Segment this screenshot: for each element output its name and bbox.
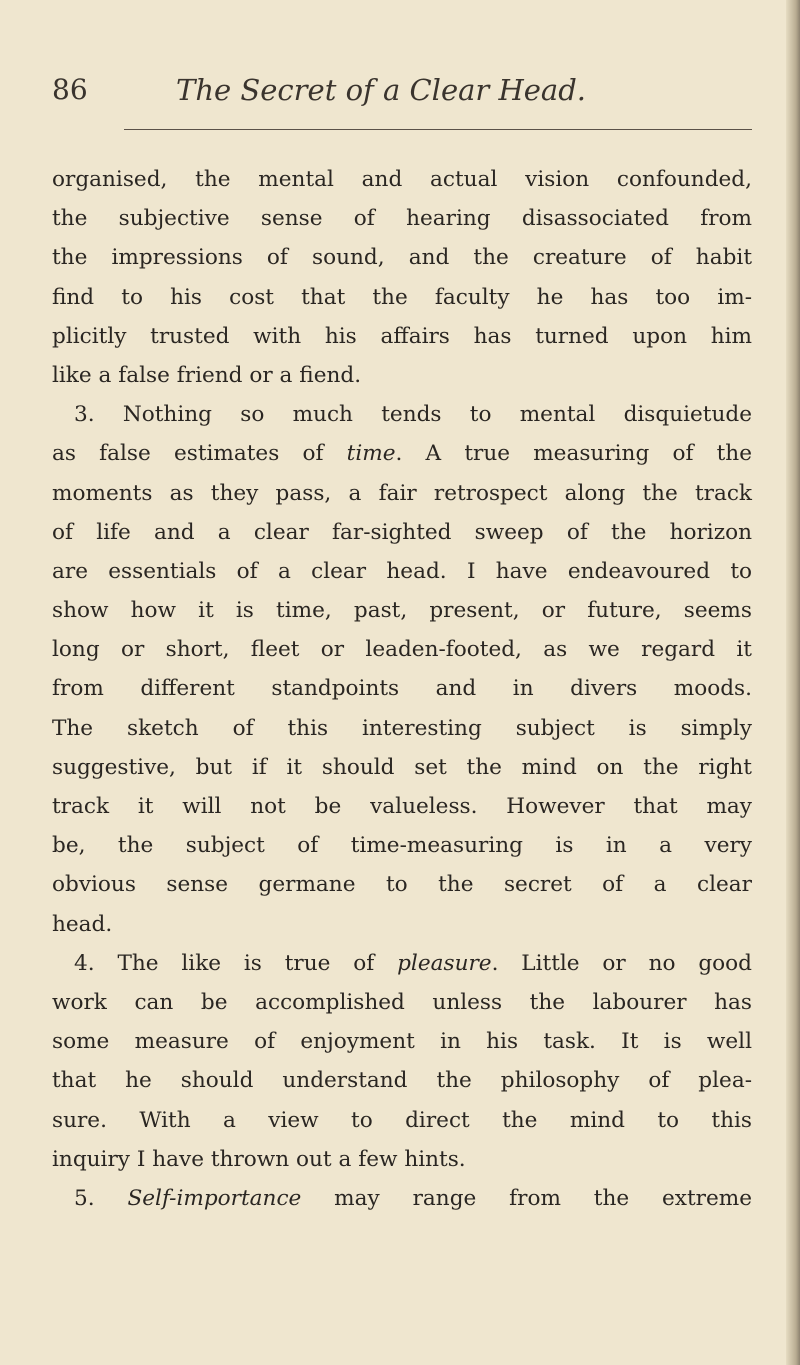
text-line: find to his cost that the faculty he has too im- bbox=[52, 284, 752, 310]
text-line: track it will not be valueless. However that may bbox=[52, 794, 752, 819]
text-line: sure. With a view to direct the mind to this bbox=[52, 1107, 752, 1133]
text-line: be, the subject of time-measuring is in a very bbox=[52, 833, 752, 859]
italic-term-time: time bbox=[346, 441, 396, 467]
text-segment: as false estimates of bbox=[52, 441, 347, 467]
text-segment: may range from the extreme bbox=[301, 1185, 752, 1211]
text-line: show how it is time, past, present, or future, seems bbox=[52, 598, 752, 624]
italic-term-pleasure: pleasure bbox=[397, 950, 492, 976]
text-line: the subjective sense of hearing disassociated from bbox=[52, 206, 752, 232]
page-edge bbox=[786, 0, 800, 1365]
text-line: inquiry I have thrown out a few hints. bbox=[52, 1146, 466, 1172]
header-rule bbox=[124, 129, 752, 130]
text-segment: 4. The like is true of bbox=[74, 950, 398, 976]
page-header bbox=[52, 70, 752, 110]
text-segment: 5. bbox=[74, 1185, 128, 1211]
text-line: that he should understand the philosophy of plea- bbox=[52, 1068, 752, 1094]
paragraph-5-start bbox=[52, 1179, 752, 1218]
text-line: obvious sense germane to the secret of a clear bbox=[52, 872, 752, 898]
text-line: head. bbox=[52, 911, 113, 937]
text-line bbox=[52, 434, 752, 473]
text-line: suggestive, but if it should set the mind on the right bbox=[52, 754, 752, 780]
text-line: are essentials of a clear head. I have endeavoured to bbox=[52, 558, 752, 584]
paragraph-4-start bbox=[52, 944, 752, 983]
text-line: the impressions of sound, and the creature of habit bbox=[52, 245, 752, 271]
text-line: some measure of enjoyment in his task. It is well bbox=[52, 1029, 752, 1055]
text-line: from different standpoints and in divers moods. bbox=[52, 676, 752, 702]
page-number: 86 bbox=[52, 73, 88, 106]
running-title: The Secret of a Clear Head. bbox=[176, 73, 587, 107]
italic-term-self-importance: Self-importance bbox=[127, 1185, 302, 1211]
text-line: plicitly trusted with his affairs has turned upon him bbox=[52, 323, 752, 349]
text-line: of life and a clear far-sighted sweep of the horizon bbox=[52, 519, 752, 545]
text-segment: . A true measuring of the bbox=[395, 441, 752, 467]
text-line: long or short, fleet or leaden-footed, as we regard it bbox=[52, 637, 752, 663]
text-line: like a false friend or a fiend. bbox=[52, 362, 362, 388]
text-line: moments as they pass, a fair retrospect along the track bbox=[52, 480, 752, 506]
text-segment: . Little or no good bbox=[491, 950, 752, 976]
text-line: work can be accomplished unless the labourer has bbox=[52, 989, 752, 1015]
body-text bbox=[52, 160, 752, 1218]
paragraph-3-start: 3. Nothing so much tends to mental disquietude bbox=[74, 402, 752, 428]
text-line: organised, the mental and actual vision confounded, bbox=[52, 167, 752, 192]
text-line: The sketch of this interesting subject is simply bbox=[52, 715, 752, 741]
